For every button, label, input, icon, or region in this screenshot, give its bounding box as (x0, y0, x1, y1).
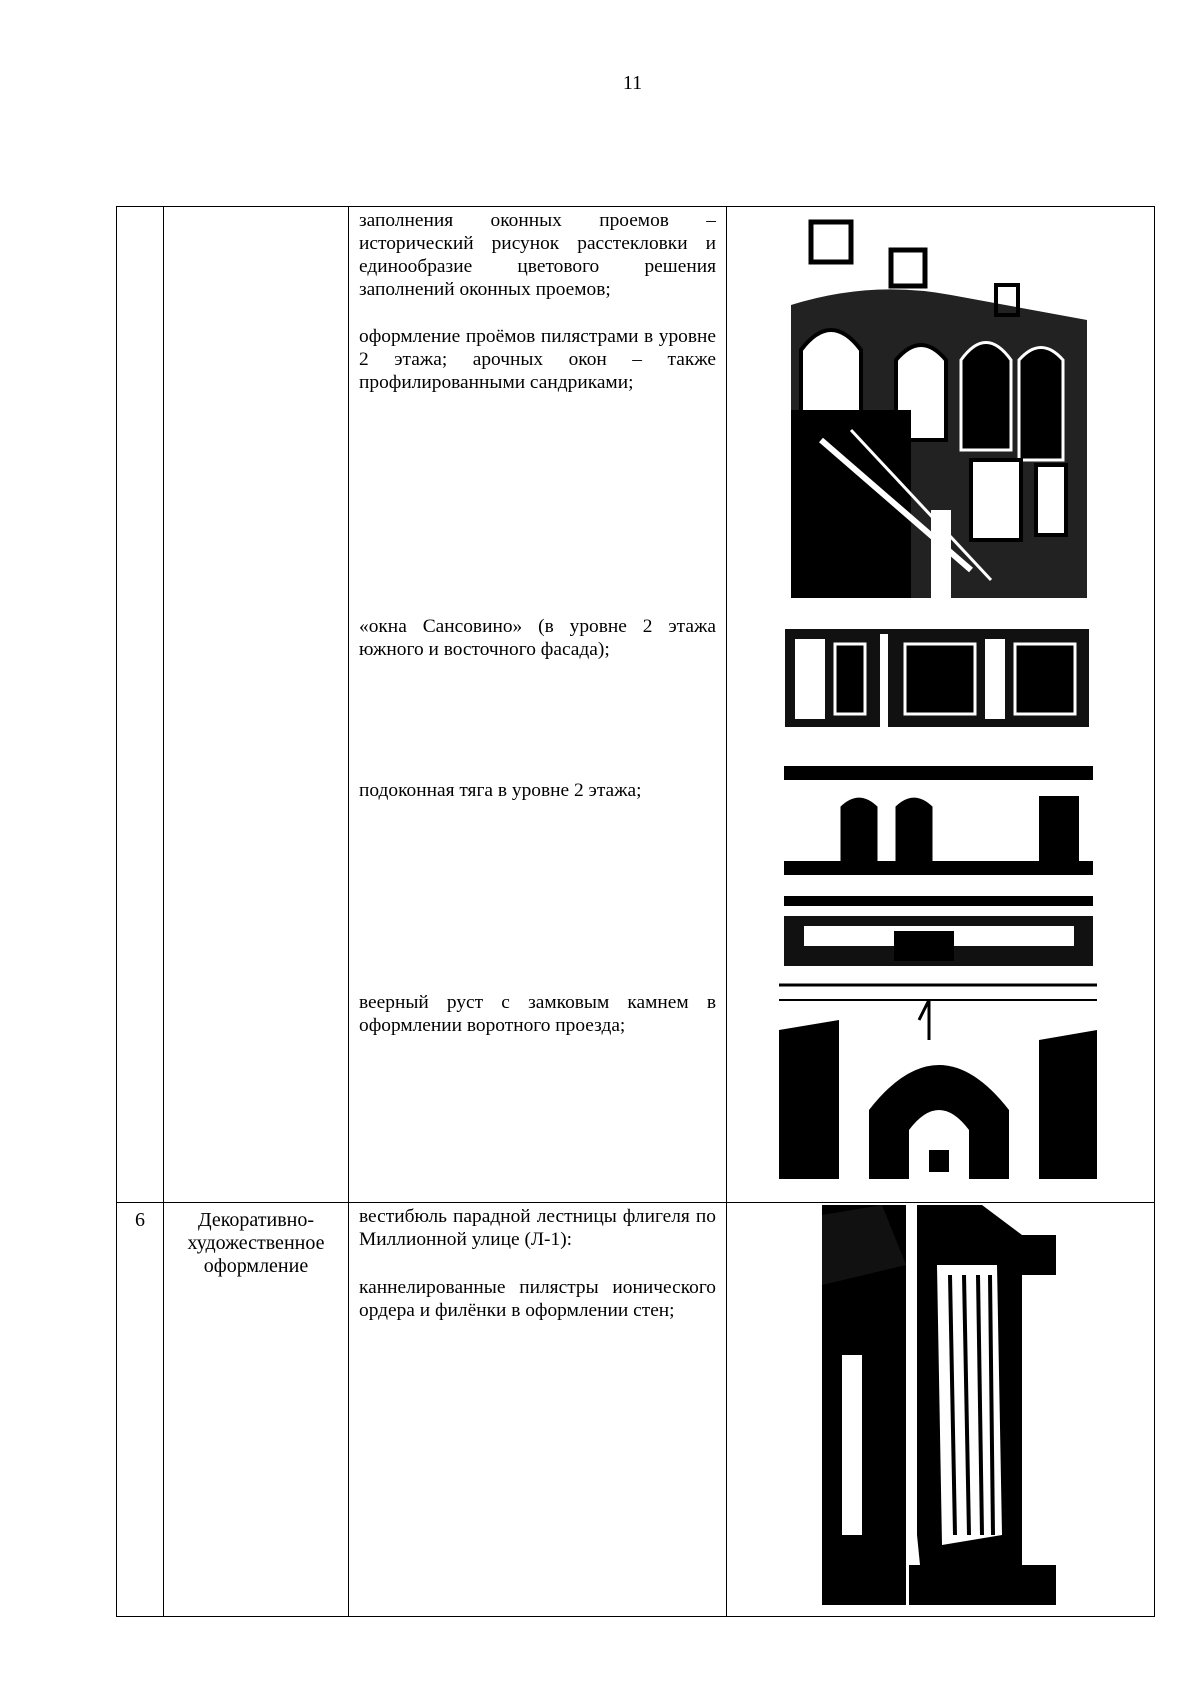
description-cell (349, 1203, 727, 1617)
row-name-cell (164, 207, 349, 1203)
description-item: заполнения оконных проемов – исторический рисунок расстекловки и единообразие цветового решения заполнений оконных проемов; (359, 210, 716, 300)
table-row (117, 1203, 1155, 1617)
description-item: вестибюль парадной лестницы флигеля по Миллионной улице (Л-1): (359, 1206, 716, 1250)
pilasters-photo (822, 1205, 1056, 1605)
table-row (117, 207, 1155, 1203)
row-number: 6 (135, 1209, 145, 1231)
facade-photo (791, 210, 1087, 598)
description-item: подоконная тяга в уровне 2 этажа; (359, 780, 642, 801)
photo-cell (727, 1203, 1155, 1617)
row-name (164, 207, 348, 213)
row-name: Декоративно-художественное оформление (187, 1209, 325, 1277)
row-number (117, 207, 163, 213)
row-number-cell (117, 1203, 164, 1617)
description-item: каннелированные пилястры ионического ордера и филёнки в оформлении стен; (359, 1277, 716, 1321)
row-name-cell (164, 1203, 349, 1617)
window-sill-photo (784, 766, 1093, 966)
sansovino-windows-photo (785, 609, 1089, 751)
gateway-arch-photo (779, 980, 1097, 1179)
description-item: веерный руст с замковым камнем в оформлении воротного проезда; (359, 992, 716, 1036)
description-cell (349, 207, 727, 1203)
photo-cell (727, 207, 1155, 1203)
features-table (116, 206, 1155, 1617)
description-item: оформление проёмов пилястрами в уровне 2 этажа; арочных окон – также профилированными сандриками; (359, 326, 716, 393)
description-item: «окна Сансовино» (в уровне 2 этажа южного и восточного фасада); (359, 616, 716, 660)
row-number-cell (117, 207, 164, 1203)
page-number: 11 (622, 72, 643, 94)
